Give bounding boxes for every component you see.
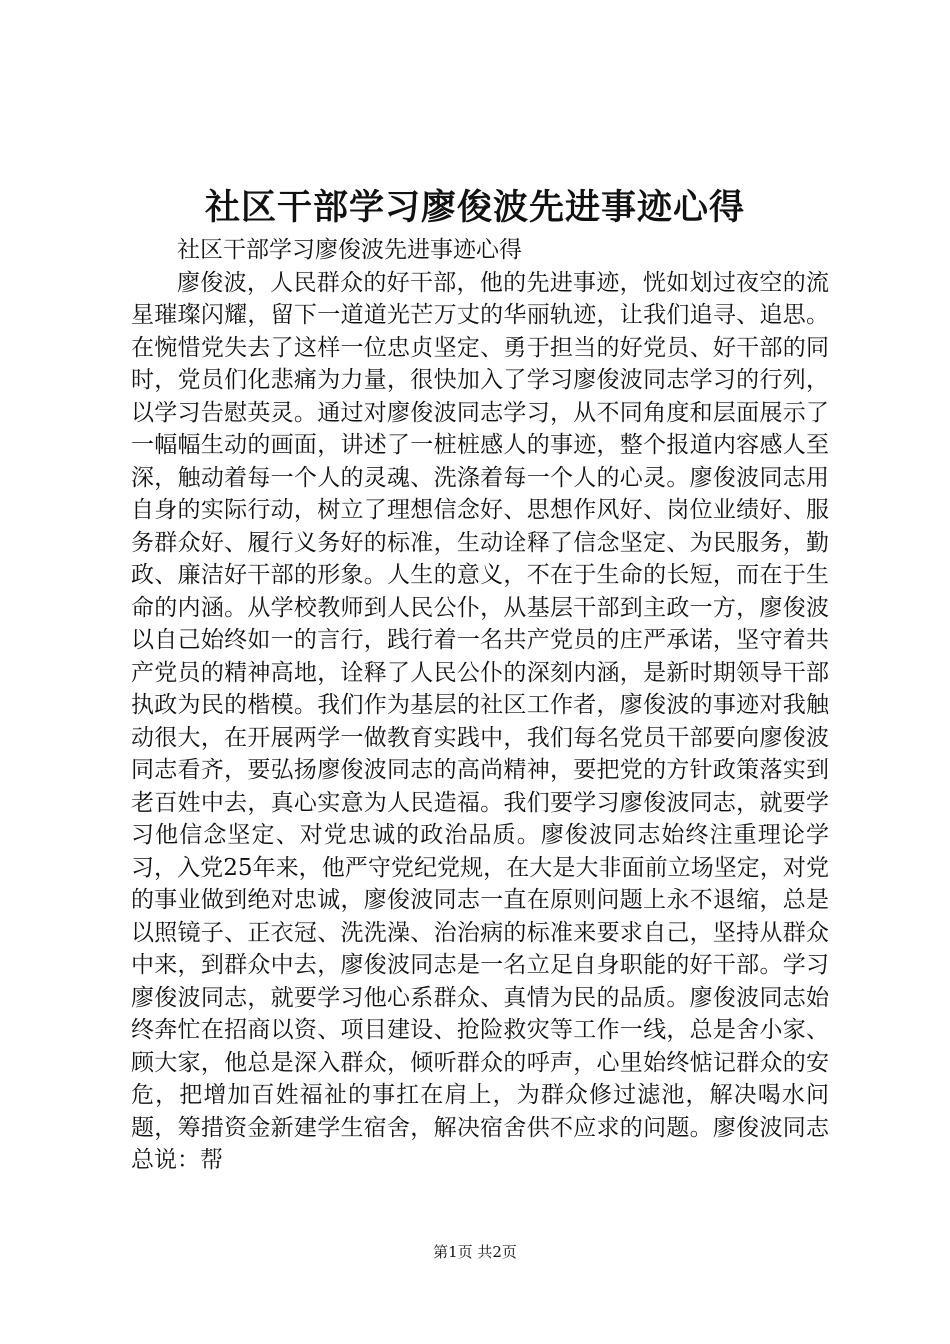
page-footer: 第1页 共2页 <box>433 1243 517 1261</box>
document-title: 社区干部学习廖俊波先进事迹心得 <box>204 187 745 228</box>
body-paragraph: 廖俊波，人民群众的好干部，他的先进事迹，恍如划过夜空的流星璀璨闪耀，留下一道道光芒万丈的华丽轨迹，让我们追寻、追思。在惋惜党失去了这样一位忠贞坚定、勇于担当的好党员、好干部的同时，党员们化悲痛为力量，很快加入了学习廖俊波同志学习的行列，以学习告慰英灵。通过对廖俊波同志学习，从不同角度和层面展示了一幅幅生动的画面，讲述了一桩桩感人的事迹，整个报道内容感人至深，触动着每一个人的灵魂、洗涤着每一个人的心灵。廖俊波同志用自身的实际行动，树立了理想信念好、思想作风好、岗位业绩好、服务群众好、履行义务好的标准，生动诠释了信念坚定、为民服务，勤政、廉洁好干部的形象。人生的意义，不在于生命的长短，而在于生命的内涵。从学校教师到人民公仆，从基层干部到主政一方，廖俊波以自己始终如一的言行，践行着一名共产党员的庄严承诺，坚守着共产党员的精神高地，诠释了人民公仆的深刻内涵，是新时期领导干部执政为民的楷模。我们作为基层的社区工作者，廖俊波的事迹对我触动很大，在开展两学一做教育实践中，我们每名党员干部要向廖俊波同志看齐，要弘扬廖俊波同志的高尚精神，要把党的方针政策落实到老百姓中去，真心实意为人民造福。我们要学习廖俊波同志，就要学习他信念坚定、对党忠诚的政治品质。廖俊波同志始终注重理论学习，入党25年来，他严守党纪党规，在大是大非面前立场坚定，对党的事业做到绝对忠诚，廖俊波同志一直在原则问题上永不退缩，总是以照镜子、正衣冠、洗洗澡、治治病的标准来要求自己，坚持从群众中来，到群众中去，廖俊波同志是一名立足自身职能的好干部。学习廖俊波同志，就要学习他心系群众、真情为民的品质。廖俊波同志始终奔忙在招商以资、项目建设、抢险救灾等工作一线，总是舍小家、顾大家，他总是深入群众，倾听群众的呼声，心里始终惦记群众的安危，把增加百姓福祉的事扛在肩上，为群众修过滤池，解决喝水问题，筹措资金新建学生宿舍，解决宿舍供不应求的问题。廖俊波同志总说：帮 <box>131 269 829 1173</box>
subtitle-paragraph: 社区干部学习廖俊波先进事迹心得 <box>177 237 522 263</box>
document-content <box>131 234 829 1177</box>
